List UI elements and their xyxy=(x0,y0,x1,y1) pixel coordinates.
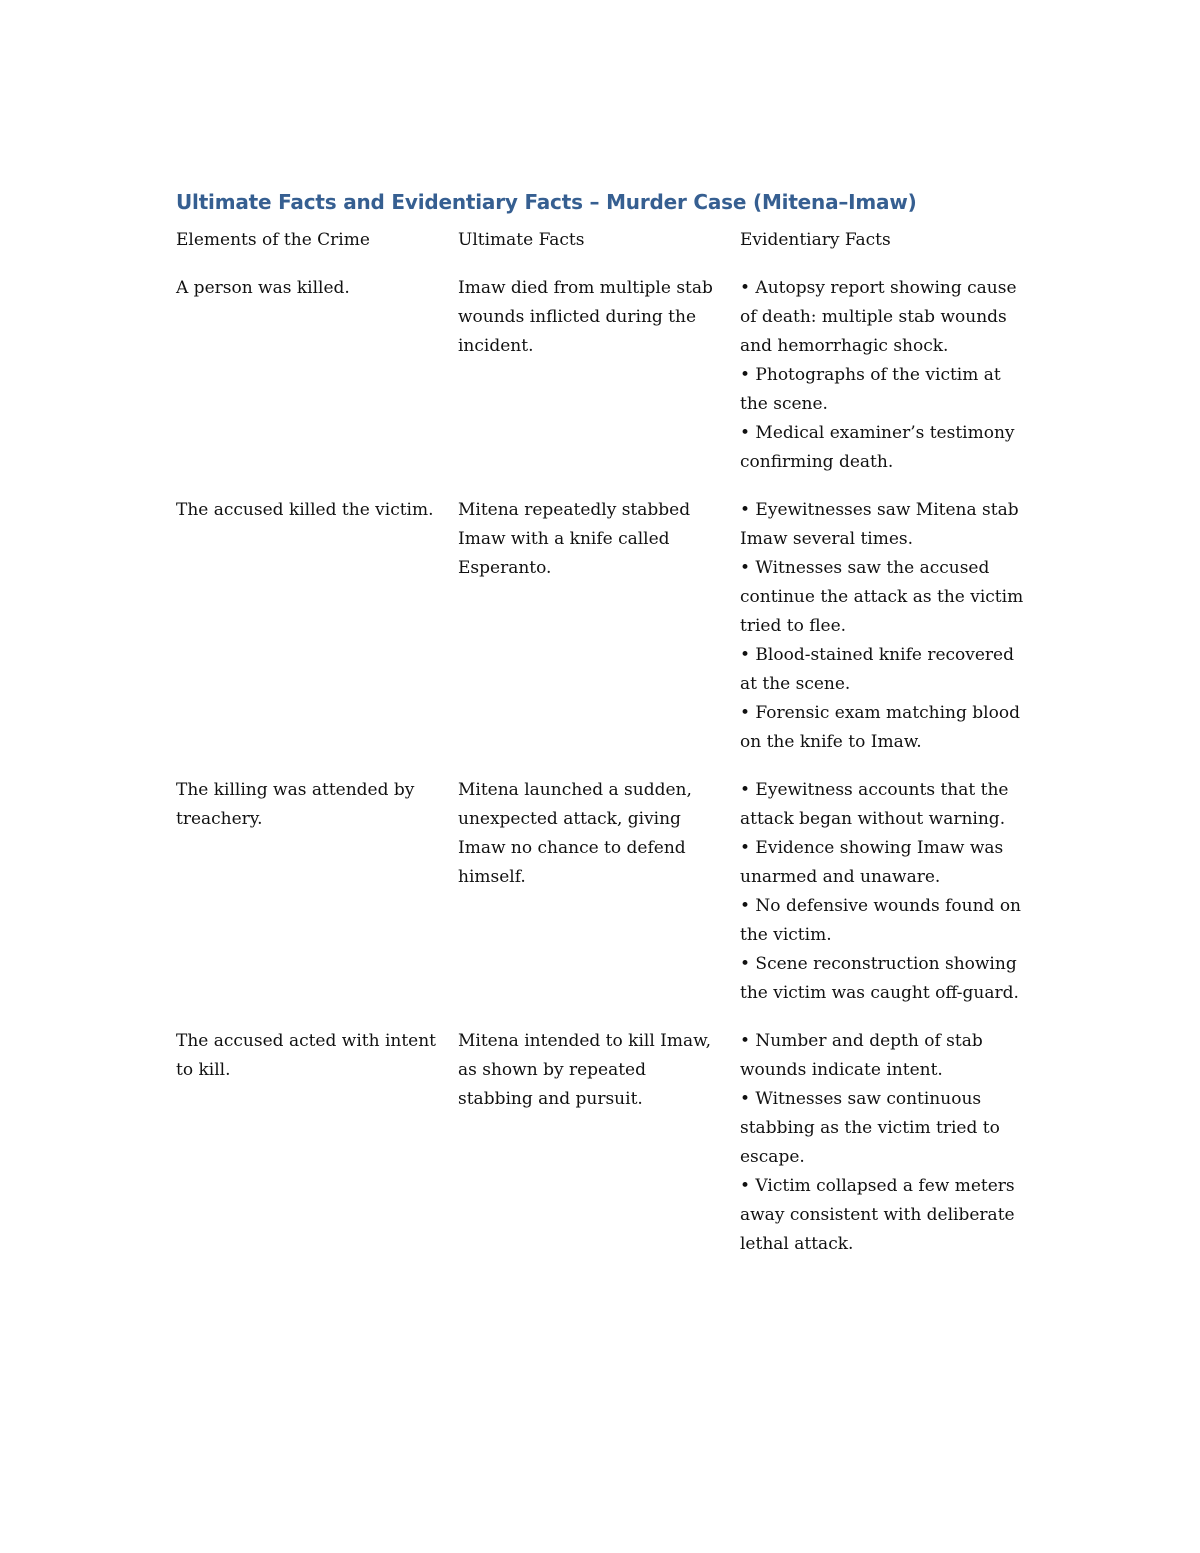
column-header-elements: Elements of the Crime xyxy=(176,230,370,250)
document-title: Ultimate Facts and Evidentiary Facts – Murder Case (Mitena–Imaw) xyxy=(176,190,917,214)
column-header-ultimate: Ultimate Facts xyxy=(458,230,585,250)
evidentiary-item: • Eyewitness accounts that the attack began without warning. xyxy=(740,780,1009,829)
element-cell: A person was killed. xyxy=(176,278,350,298)
evidentiary-item: • Witnesses saw the accused continue the attack as the victim tried to flee. xyxy=(740,558,1024,636)
ultimate-fact-cell: Imaw died from multiple stab wounds inflicted during the incident. xyxy=(458,278,713,356)
evidentiary-facts-cell xyxy=(740,776,1026,1027)
evidentiary-item: • Eyewitnesses saw Mitena stab Imaw several times. xyxy=(740,500,1019,549)
evidentiary-item: • Photographs of the victim at the scene. xyxy=(740,365,1001,414)
evidentiary-facts-cell xyxy=(740,496,1026,776)
evidentiary-item: • Scene reconstruction showing the victim was caught off-guard. xyxy=(740,954,1019,1003)
table-row xyxy=(176,776,1026,1027)
evidentiary-item: • Witnesses saw continuous stabbing as the victim tried to escape. xyxy=(740,1089,1000,1167)
evidentiary-item: • No defensive wounds found on the victim. xyxy=(740,896,1022,945)
evidentiary-item: • Medical examiner’s testimony confirming death. xyxy=(740,423,1015,472)
evidentiary-item: • Blood-stained knife recovered at the scene. xyxy=(740,645,1015,694)
table-row xyxy=(176,1027,1026,1278)
element-cell: The accused acted with intent to kill. xyxy=(176,1031,437,1080)
element-cell: The killing was attended by treachery. xyxy=(176,780,415,829)
ultimate-fact-cell: Mitena launched a sudden, unexpected attack, giving Imaw no chance to defend himself. xyxy=(458,780,692,887)
evidentiary-item: • Victim collapsed a few meters away consistent with deliberate lethal attack. xyxy=(740,1176,1015,1254)
ultimate-fact-cell: Mitena intended to kill Imaw, as shown by repeated stabbing and pursuit. xyxy=(458,1031,712,1109)
evidentiary-item: • Autopsy report showing cause of death: multiple stab wounds and hemorrhagic shock. xyxy=(740,278,1017,356)
element-cell: The accused killed the victim. xyxy=(176,500,434,520)
ultimate-fact-cell: Mitena repeatedly stabbed Imaw with a knife called Esperanto. xyxy=(458,500,691,578)
table-row xyxy=(176,274,1026,496)
table-header-row xyxy=(176,226,1026,274)
evidentiary-item: • Number and depth of stab wounds indicate intent. xyxy=(740,1031,983,1080)
evidentiary-item: • Evidence showing Imaw was unarmed and unaware. xyxy=(740,838,1004,887)
evidentiary-facts-cell xyxy=(740,1027,1026,1278)
evidentiary-facts-cell xyxy=(740,274,1026,496)
column-header-evidentiary: Evidentiary Facts xyxy=(740,230,891,250)
table-row xyxy=(176,496,1026,776)
facts-table xyxy=(176,226,1026,1278)
evidentiary-item: • Forensic exam matching blood on the knife to Imaw. xyxy=(740,703,1020,752)
